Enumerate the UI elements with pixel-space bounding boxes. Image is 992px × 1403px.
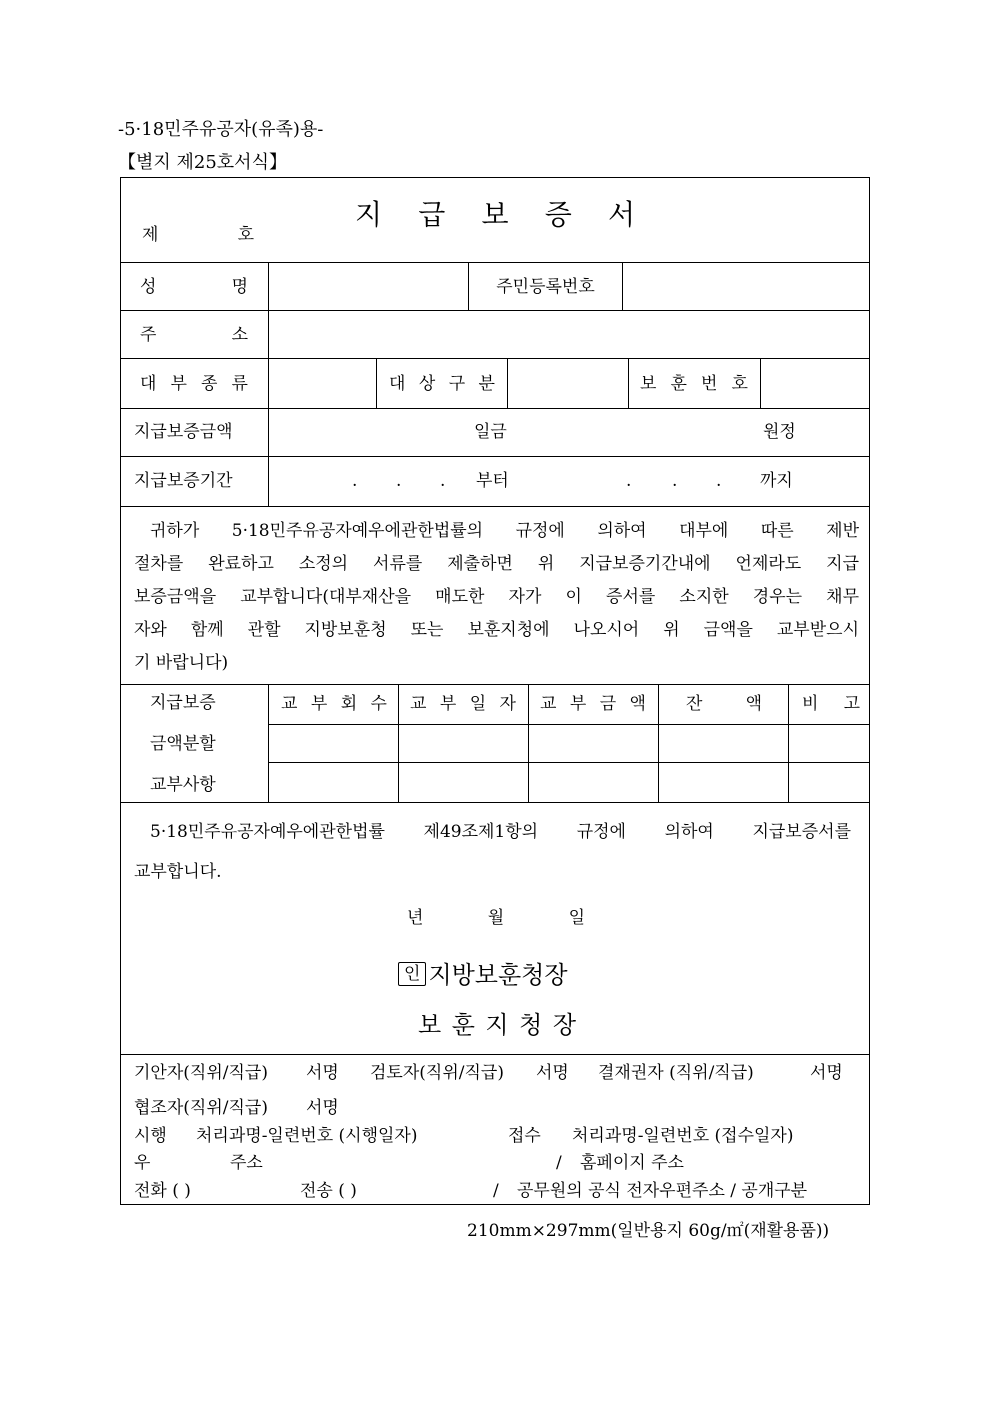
title-char: 급 [418,198,446,231]
label-char: 수 [370,694,387,714]
label-char: 장 [552,1011,576,1039]
notice-paragraph [134,515,859,680]
divider [120,358,870,359]
notice-line: 기 바랍니다) [134,653,229,673]
label-char: 잔 [686,694,703,714]
enforcement-number: 처리과명-일련번호 (시행일자) [196,1126,418,1146]
receipt-number: 처리과명-일련번호 (접수일자) [572,1126,794,1146]
label-char: 교 [410,694,427,714]
label-char: 부 [569,694,587,714]
label-char: 번 [701,374,718,394]
fax-label: 전송 ( ) [300,1181,357,1201]
usage-label: -5·18민주유공자(유족)용- [118,119,324,140]
table-cell[interactable] [269,725,398,762]
enforcement-label: 시행 [134,1126,167,1146]
email-disclosure-label: 공무원의 공식 전자우편주소 / 공개구분 [517,1181,808,1201]
column-header-installment-count [281,694,387,714]
reviewer-sign-label: 서명 [536,1063,569,1083]
seal-mark: 인 [398,962,426,986]
label-char: 지 [485,1011,509,1039]
table-cell[interactable] [529,763,658,802]
collaborator-sign-label: 서명 [306,1098,339,1118]
label-char: 대 [140,374,157,394]
label-char: 금 [599,694,617,714]
period-dot: . [396,471,402,491]
loan-type-label [140,374,248,394]
title-char: 보 [481,198,509,231]
issue-date [407,908,585,928]
label-char: 부 [170,374,187,394]
name-field[interactable] [269,263,468,310]
period-to: 까지 [760,471,793,491]
receipt-label: 접수 [508,1126,541,1146]
date-year-label: 년 [407,908,424,928]
slash-separator: / [493,1181,499,1201]
approver-sign-label: 서명 [810,1063,843,1083]
divider [120,802,870,803]
label-char: 일 [469,694,487,714]
drafter-label: 기안자(직위/직급) [134,1063,268,1083]
target-class-label [389,374,495,394]
table-cell[interactable] [269,763,398,802]
divider [120,684,870,685]
issuer-1: 지방보훈청장 [428,961,568,989]
period-dot: . [672,471,678,491]
title-char: 서 [607,198,635,231]
label-char: 액 [629,694,646,714]
notice-line: 보증금액을 교부합니다(대부재산을 매도한 자가 이 증서를 소지한 경우는 채무 [134,587,859,607]
date-day-label: 일 [568,908,585,928]
table-cell[interactable] [659,763,788,802]
installment-side-label: 금액분할 [150,734,216,754]
label-char: 호 [731,374,748,394]
label-char: 호 [237,225,254,245]
period-from: 부터 [476,471,509,491]
document-title [355,193,635,233]
divider [376,358,377,408]
approver-label: 결재권자 (직위/직급) [598,1063,754,1083]
label-char: 구 [448,374,466,394]
divider [628,358,629,408]
label-char: 주 [140,325,157,345]
table-cell[interactable] [399,763,528,802]
period-dot: . [626,471,632,491]
table-cell[interactable] [659,725,788,762]
installment-side-label: 교부사항 [150,775,216,795]
amount-label: 지급보증금액 [134,422,233,442]
issuer-1-line [398,960,568,990]
amount-prefix: 일금 [474,422,507,442]
reviewer-label: 검토자(직위/직급) [370,1063,504,1083]
label-char: 액 [745,694,762,714]
issue-paragraph [134,812,851,892]
divider [120,1054,870,1055]
label-char: 청 [519,1011,543,1039]
label-char: 보 [640,374,657,394]
doc-number-label [142,225,254,245]
installment-side-label: 지급보증 [150,693,216,713]
label-char: 명 [231,277,248,297]
address-label [140,325,248,345]
notice-line: 자와 함께 관할 지방보훈청 또는 보훈지청에 나오시어 위 금액을 교부받으시 [134,620,859,640]
target-class-field[interactable] [508,359,628,408]
notice-line: 귀하가 5·18민주유공자예우에관한법률의 규정에 의하여 대부에 따른 제반 [150,521,859,541]
loan-type-field[interactable] [269,359,376,408]
label-char: 훈 [670,374,687,394]
phone-label: 전화 ( ) [134,1181,191,1201]
homepage-label: 홈페이지 주소 [580,1153,684,1173]
paper-spec: 210mm×297mm(일반용지 60g/㎡(재활용품)) [467,1221,830,1241]
label-char: 부 [310,694,328,714]
veteran-number-field[interactable] [761,359,869,408]
label-char: 고 [843,694,860,714]
label-char: 류 [231,374,248,394]
address-footer-label: 주소 [230,1153,263,1173]
title-char: 증 [544,198,572,231]
label-char: 회 [340,694,358,714]
slash-separator: / [556,1153,562,1173]
postal-label: 우 [134,1153,151,1173]
table-cell[interactable] [399,725,528,762]
issue-line: 교부합니다. [134,862,222,882]
label-char: 상 [418,374,436,394]
label-char: 비 [802,694,819,714]
label-char: 소 [231,325,248,345]
collaborator-label: 협조자(직위/직급) [134,1098,268,1118]
label-char: 분 [478,374,495,394]
label-char: 교 [281,694,298,714]
period-dot: . [352,471,358,491]
title-char: 지 [355,198,383,231]
label-char: 부 [439,694,457,714]
table-cell[interactable] [789,763,869,802]
label-char: 대 [389,374,406,394]
divider [120,506,870,507]
label-char: 성 [140,277,157,297]
issuer-2 [418,1010,576,1040]
date-month-label: 월 [487,908,505,928]
label-char: 보 [418,1011,442,1039]
form-number: 【별지 제25호서식】 [118,152,287,173]
label-char: 교 [540,694,557,714]
column-header-delivery-date [410,694,516,714]
resident-number-label: 주민등록번호 [496,277,595,297]
issue-line: 5·18민주유공자예우에관한법률 제49조제1항의 규정에 의하여 지급보증서를 [150,822,851,842]
column-header-remarks [802,694,860,714]
label-char: 종 [201,374,218,394]
column-header-delivery-amount [540,694,646,714]
table-cell[interactable] [529,725,658,762]
label-char: 제 [142,225,159,245]
label-char: 훈 [451,1011,475,1039]
name-label [140,277,248,297]
resident-number-field[interactable] [623,263,869,310]
notice-line: 절차를 완료하고 소정의 서류를 제출하면 위 지급보증기간내에 언제라도 지급 [134,554,859,574]
label-char: 자 [499,694,516,714]
column-header-balance [686,694,762,714]
period-label: 지급보증기간 [134,471,233,491]
amount-suffix: 원정 [763,422,796,442]
period-dot: . [716,471,722,491]
veteran-number-label [640,374,748,394]
address-field[interactable] [269,311,869,358]
table-cell[interactable] [789,725,869,762]
period-dot: . [440,471,446,491]
drafter-sign-label: 서명 [306,1063,339,1083]
